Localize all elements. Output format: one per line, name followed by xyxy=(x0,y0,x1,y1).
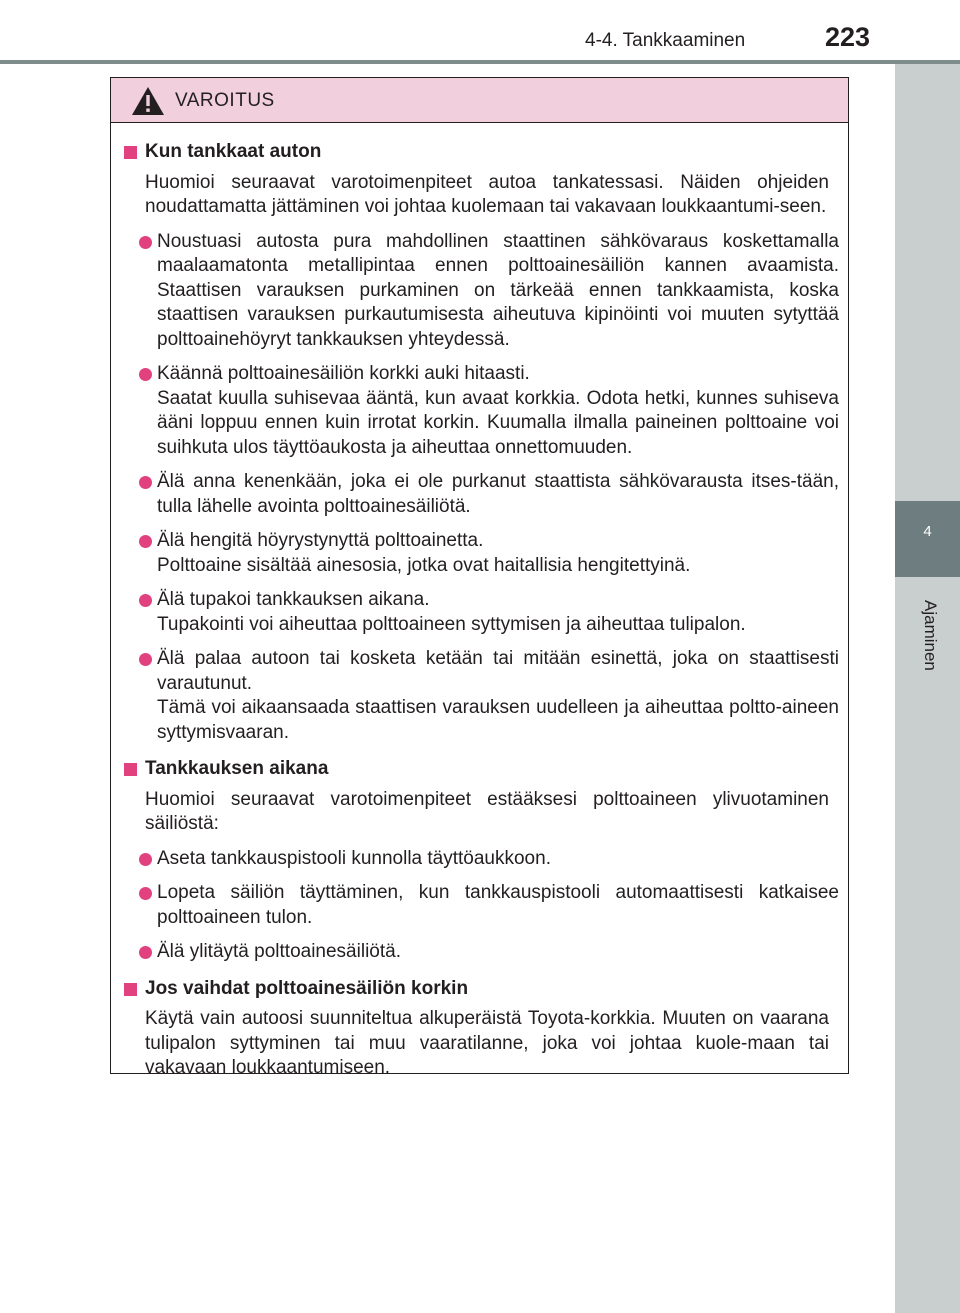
list-item-text: Noustuasi autosta pura mahdollinen staattinen sähkövaraus koskettamalla maalaamatonta metallipintaa ennen polttoainesäiliön kannen avaamista. Staattisen varauksen purkaminen on tärkeää ennen tankkaamista, koska staattisen varauksen purkautumisesta aiheutuva kipinöinti voi muuten sytyttää polttoainehöyryt tankkauksen yhteydessä. xyxy=(157,230,839,350)
side-tab-lower xyxy=(895,577,960,1313)
round-bullet-icon xyxy=(139,535,152,548)
warning-body xyxy=(111,124,847,1081)
round-bullet-icon xyxy=(139,653,152,666)
chapter-side-tab xyxy=(895,0,960,1313)
chapter-number: 4 xyxy=(923,523,932,540)
list-item-text: Älä palaa autoon tai kosketa ketään tai mitään esinettä, joka on staattisesti varautunut. xyxy=(157,648,839,694)
square-bullet-icon xyxy=(124,763,137,776)
round-bullet-icon xyxy=(139,368,152,381)
list-item-text: Käännä polttoainesäiliön korkki auki hitaasti. xyxy=(157,363,530,384)
list-item xyxy=(121,881,839,930)
round-bullet-icon xyxy=(139,946,152,959)
round-bullet-icon xyxy=(139,236,152,249)
list-item xyxy=(121,647,839,745)
section-heading-text: Tankkauksen aikana xyxy=(145,758,329,779)
warning-header xyxy=(111,78,848,123)
section-heading xyxy=(121,757,839,782)
list-item-text: Tupakointi voi aiheuttaa polttoaineen syttymisen ja aiheuttaa tulipalon. xyxy=(157,613,746,635)
square-bullet-icon xyxy=(124,146,137,159)
list-item-text: Älä tupakoi tankkauksen aikana. xyxy=(157,589,430,610)
round-bullet-icon xyxy=(139,476,152,489)
section-heading xyxy=(121,140,839,165)
list-item xyxy=(121,588,839,637)
warning-title: VAROITUS xyxy=(175,90,275,111)
warning-triangle-icon xyxy=(131,86,165,116)
list-item-text: Älä hengitä höyrystynyttä polttoainetta. xyxy=(157,530,484,551)
section-heading xyxy=(121,977,839,1002)
chapter-title: Ajaminen xyxy=(920,600,940,671)
header-rule xyxy=(0,60,960,64)
side-tab-upper xyxy=(895,64,960,501)
section-intro: Huomioi seuraavat varotoimenpiteet estääksesi polttoaineen ylivuotaminen säiliöstä: xyxy=(145,788,829,834)
running-header-section: 4-4. Tankkaaminen xyxy=(585,30,746,51)
section-intro: Huomioi seuraavat varotoimenpiteet autoa tankatessasi. Näiden ohjeiden noudattamatta jättäminen voi johtaa kuolemaan tai vakavaan loukkaantumi-seen. xyxy=(145,171,829,217)
square-bullet-icon xyxy=(124,983,137,996)
list-item xyxy=(121,362,839,460)
section-intro: Käytä vain autoosi suunniteltua alkuperäistä Toyota-korkkia. Muuten on vaarana tulipalon syttyminen tai muu vaaratilanne, joka voi johtaa kuole-maan tai vakavaan loukkaantumiseen. xyxy=(145,1008,829,1078)
list-item-text: Saatat kuulla suhisevaa ääntä, kun avaat korkkia. Odota hetki, kunnes suhiseva ääni loppuu ennen kuin irrotat korkin. Kuumalla ilmalla paineinen polttoaine voi suihkuta ulos täyttöaukosta ja aiheuttaa onnettomuuden. xyxy=(157,387,839,458)
list-item xyxy=(121,529,839,578)
round-bullet-icon xyxy=(139,853,152,866)
section-heading-text: Jos vaihdat polttoainesäiliön korkin xyxy=(145,977,469,999)
chapter-number-block xyxy=(895,501,960,577)
round-bullet-icon xyxy=(139,887,152,900)
round-bullet-icon xyxy=(139,594,152,607)
list-item-text: Lopeta säiliön täyttäminen, kun tankkauspistooli automaattisesti katkaisee polttoaineen tulon. xyxy=(157,882,839,928)
list-item xyxy=(121,470,839,519)
list-item-text: Älä ylitäytä polttoainesäiliötä. xyxy=(157,941,401,962)
list-item-text: Aseta tankkauspistooli kunnolla täyttöaukkoon. xyxy=(157,847,551,869)
chapter-title-label xyxy=(895,600,960,680)
section-heading-text: Kun tankkaat auton xyxy=(145,141,322,162)
list-item-text: Älä anna kenenkään, joka ei ole purkanut staattista sähkövarausta itses-tään, tulla lähelle avointa polttoainesäiliötä. xyxy=(157,471,839,517)
page-number: 223 xyxy=(825,22,871,52)
warning-box xyxy=(110,77,849,1078)
list-item-text: Polttoaine sisältää ainesosia, jotka ovat haitallisia hengitettyinä. xyxy=(157,554,691,576)
list-item xyxy=(121,230,839,353)
list-item xyxy=(121,847,839,872)
list-item-text: Tämä voi aikaansaada staattisen varauksen uudelleen ja aiheuttaa poltto-aineen syttymisvaaran. xyxy=(157,697,839,743)
list-item xyxy=(121,940,839,965)
